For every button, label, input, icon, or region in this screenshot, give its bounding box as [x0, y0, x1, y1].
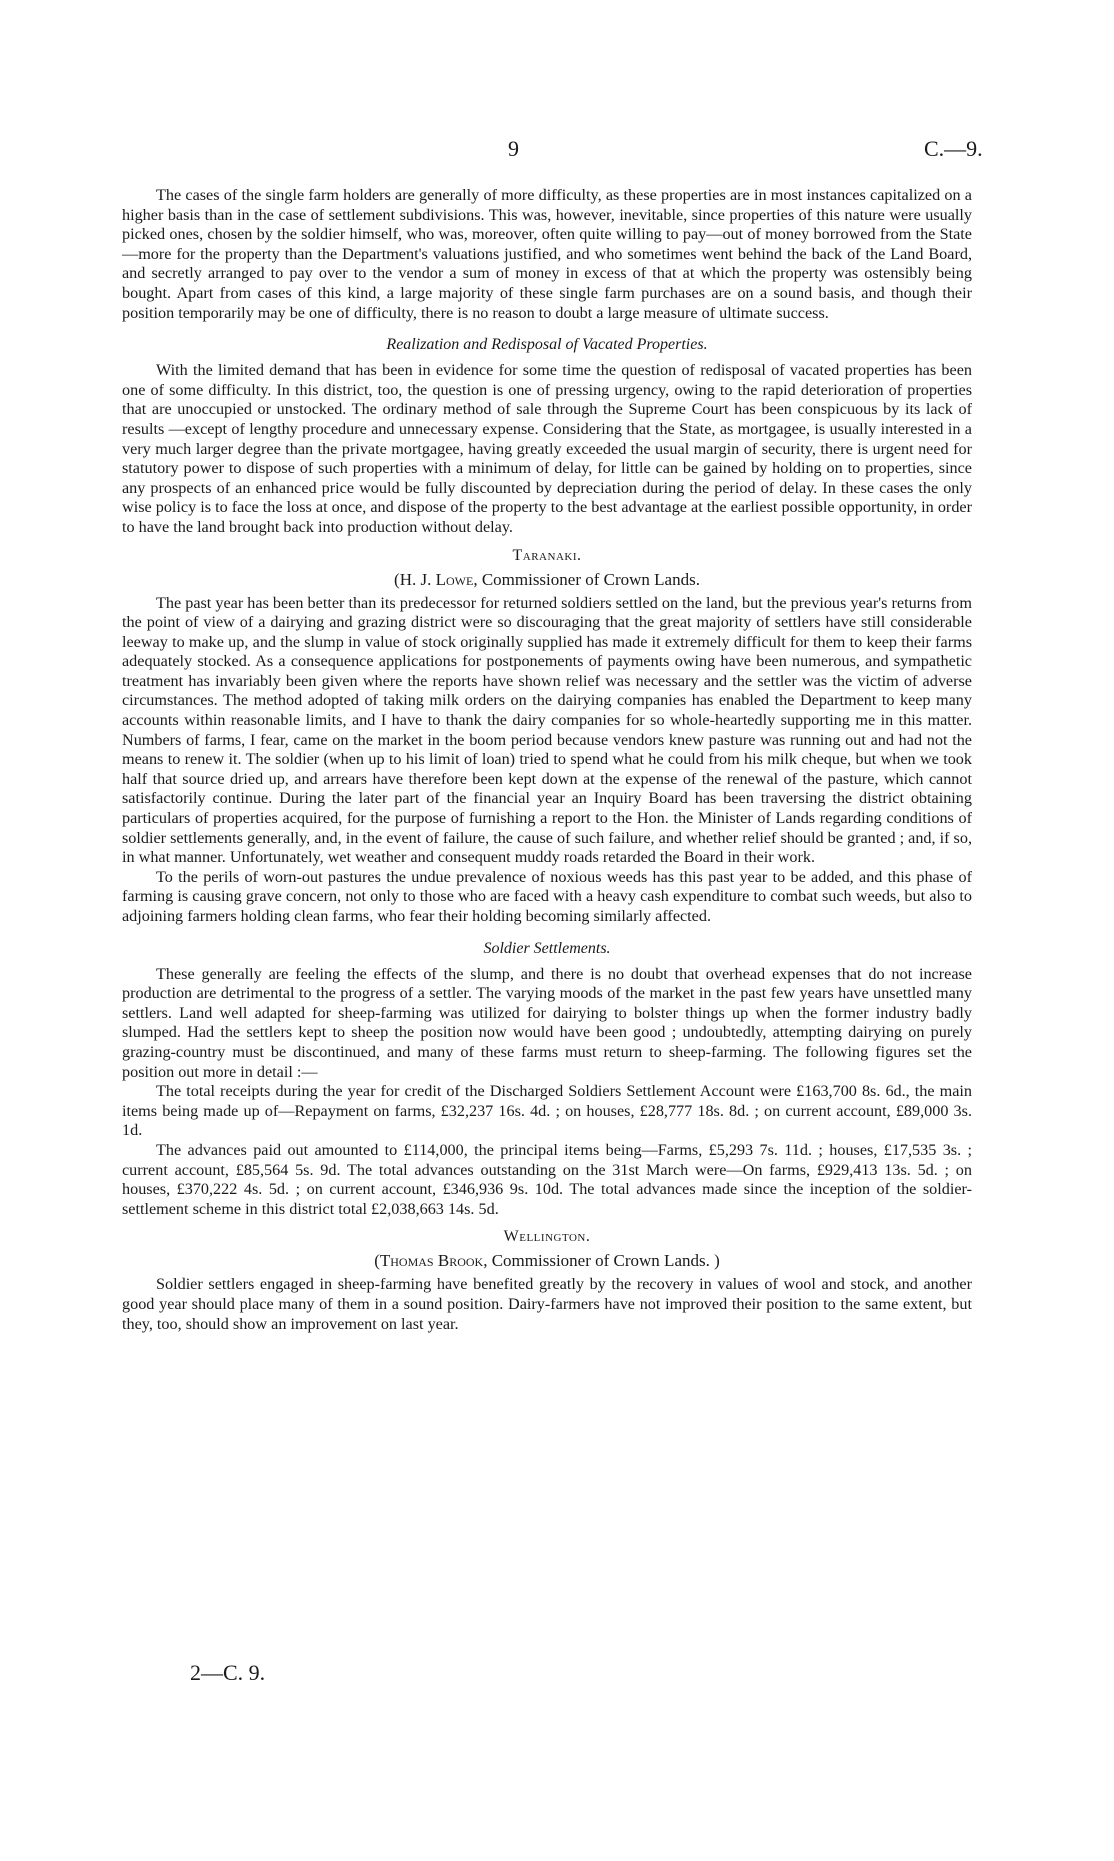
commissioner-open-paren: (: [374, 1251, 380, 1271]
commissioner-taranaki: [122, 569, 972, 590]
heading-realization: Realization and Redisposal of Vacated Properties.: [386, 336, 708, 354]
commissioner-open-paren: (: [394, 569, 400, 589]
paragraph-wellington-sheep: Soldier settlers engaged in sheep-farming have benefited greatly by the recovery in values of wool and stock, and another good year should place many of them in a sound position. Dairy-farmers have not improved their position to the same extent, but they, too, should show an improvement on last year.: [122, 1275, 972, 1333]
paragraph-taranaki-year: The past year has been better than its predecessor for returned soldiers settled on the land, but the previous year's returns from the point of view of a dairying and grazing district were so discouraging that the great majority of settlers have still considerable leeway to make up, and the slump in value of stock originally supplied has made it extremely difficult for them to keep their farms adequately stocked. As a consequence applications for postponements of payments owing have been numerous, and sympathetic treatment has invariably been given where the reports have shown relief was necessary and the settler was the victim of adverse circumstances. The method adopted of taking milk orders on the dairying companies has enabled the Department to keep many accounts within reasonable limits, and I have to thank the dairy companies for so whole-heartedly supporting me in this matter. Numbers of farms, I fear, came on the market in the boom period because vendors knew pasture was running out and had not the means to renew it. The soldier (when up to his limit of loan) tried to spend what he could from his milk cheque, but when we took half that source dried up, and arrears have therefore been kept down at the expense of the renewal of the pasture, which cannot satisfactorily continue. During the later part of the financial year an Inquiry Board has been traversing the district obtaining particulars of properties acquired, for the purpose of furnishing a report to the Hon. the Minister of Lands regarding conditions of soldier settlements generally, and, in the event of failure, the cause of such failure, and whether relief should be granted ; and, if so, in what manner. Unfortunately, wet weather and consequent muddy roads retarded the Board in their work.: [122, 593, 972, 867]
commissioner-name: H. J. Lowe: [399, 569, 474, 589]
commissioner-name: Thomas Brook: [379, 1251, 484, 1271]
body-text: [122, 186, 972, 1334]
paragraph-slump-effects: These generally are feeling the effects of the slump, and there is no doubt that overhead expenses that do not increase production are detrimental to the progress of a settler. The varying moods of the market in the past few years have unsettled many settlers. Land well adapted for sheep-farming was utilized for dairying to bolster things up when the former industry badly slumped. Had the settlers kept to sheep the position now would have been good ; undoubtedly, attempting dairying on purely grazing-country must be discontinued, and many of these farms must return to sheep-farming. The following figures set the position out more in detail :—: [122, 964, 972, 1081]
heading-soldier-settlements: Soldier Settlements.: [483, 939, 611, 957]
page-number: 9: [508, 136, 519, 161]
commissioner-title: , Commissioner of Crown Lands. ): [483, 1251, 720, 1271]
page-header: [0, 136, 1114, 166]
heading-wellington: Wellington.: [503, 1228, 591, 1246]
paragraph-single-farm-holders: The cases of the single farm holders are generally of more difficulty, as these properties are in most instances capitalized on a higher basis than in the case of settlement subdivisions. This was, however, inevitable, since properties of this nature were usually picked ones, chosen by the soldier himself, who was, moreover, often quite willing to pay—out of money borrowed from the State—more for the property than the Department's valuations justified, and who sometimes went behind the back of the Land Board, and secretly arranged to pay over to the vendor a sum of money in excess of that at which the property was ostensibly being bought. Apart from cases of this kind, a large majority of these single farm purchases are on a sound basis, and though their position temporarily may be one of difficulty, there is no reason to doubt a large measure of ultimate success.: [122, 186, 972, 322]
paragraph-redisposal: With the limited demand that has been in evidence for some time the question of redisposal of vacated properties has been one of some difficulty. In this district, too, the question is one of pressing urgency, owing to the rapid deterioration of properties that are unoccupied or unstocked. The ordinary method of sale through the Supreme Court has been conspicuous by its lack of results —except of lengthy procedure and unnecessary expense. Considering that the State, as mortgagee, is usually interested in a very much larger degree than the private mortgagee, having greatly exceeded the usual margin of security, there is urgent need for statutory power to dispose of such properties with a minimum of delay, for little can be gained by holding on to properties, since any prospects of an enhanced price would be fully discounted by depreciation during the period of delay. In these cases the only wise policy is to face the loss at once, and dispose of the property to the best advantage at the earliest possible opportunity, in order to have the land brought back into production without delay.: [122, 361, 972, 536]
document-code: C.—9.: [924, 136, 983, 161]
paragraph-total-receipts: The total receipts during the year for credit of the Discharged Soldiers Settlement Account were £163,700 8s. 6d., the main items being made up of—Repayment on farms, £32,237 16s. 4d. ; on houses, £28,777 18s. 8d. ; on current account, £89,000 3s. 1d.: [122, 1082, 972, 1140]
commissioner-wellington: [122, 1250, 972, 1271]
paragraph-noxious-weeds: To the perils of worn-out pastures the undue prevalence of noxious weeds has this past year to be added, and this phase of farming is causing grave concern, not only to those who are faced with a heavy cash expenditure to combat such weeds, but also to adjoining farmers holding clean farms, who fear their holding becoming similarly affected.: [122, 867, 972, 925]
heading-taranaki: Taranaki.: [512, 546, 582, 564]
commissioner-title: , Commissioner of Crown Lands.: [473, 569, 700, 589]
page-signature: 2—C. 9.: [190, 1660, 266, 1685]
paragraph-advances: The advances paid out amounted to £114,000, the principal items being—Farms, £5,293 7s. 11d. ; houses, £17,535 3s. ; current account, £85,564 5s. 9d. The total advances outstanding on the 31st March were—On farms, £929,413 13s. 5d. ; on houses, £370,222 4s. 5d. ; on current account, £346,936 9s. 10d. The total advances made since the inception of the soldier-settlement scheme in this district total £2,038,663 14s. 5d.: [122, 1140, 972, 1218]
